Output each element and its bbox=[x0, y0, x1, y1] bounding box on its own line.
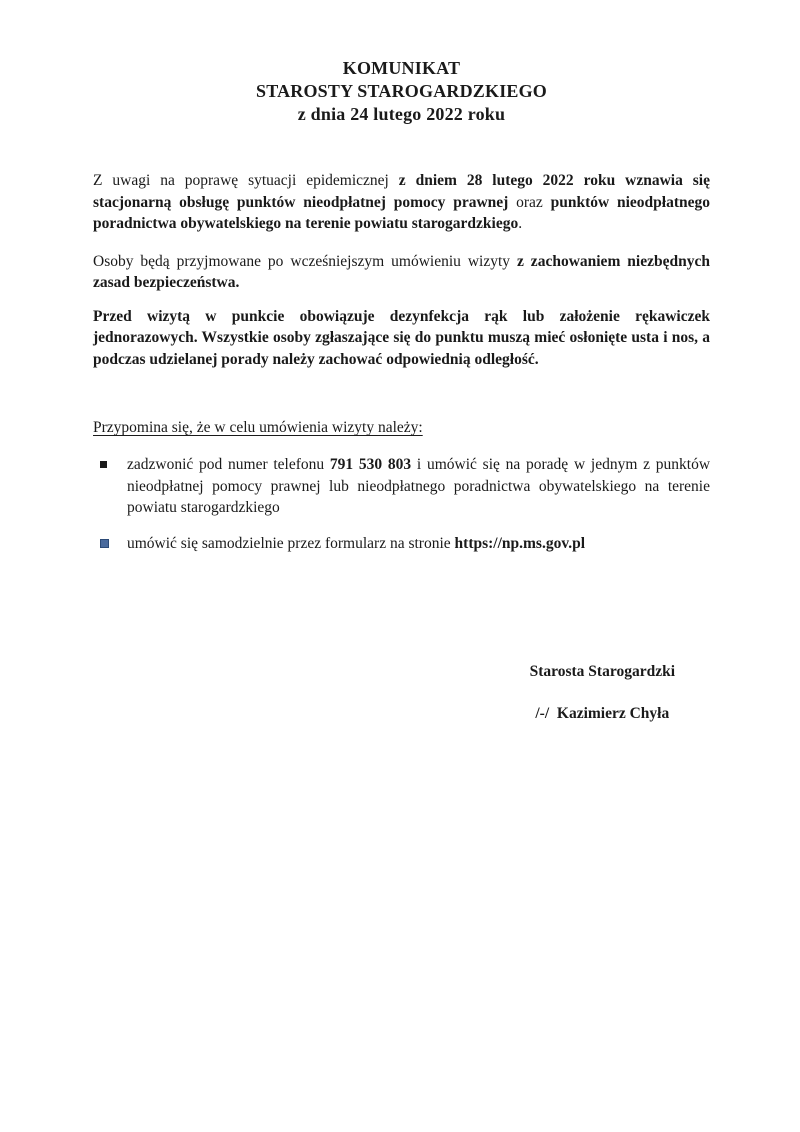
reminder-heading-text: Przypomina się, że w celu umówienia wizyty należy: bbox=[93, 419, 423, 436]
text-segment-bold: Przed wizytą w punkcie obowiązuje dezynfekcja rąk lub założenie rękawiczek jednorazowych. Wszystkie osoby zgłaszające się do punktu muszą mieć osłonięte usta i nos, a podczas udzielanej porady należy zachować odpowiednią odległość. bbox=[93, 307, 710, 368]
text-segment: oraz bbox=[508, 193, 551, 211]
paragraph-epidemic-resumption bbox=[93, 170, 710, 235]
text-segment-bold: z dniem 28 lutego 2022 roku wznawia się stacjonarną obsługę punktów nieodpłatnej pomocy prawnej bbox=[93, 172, 710, 211]
square-bullet-icon bbox=[100, 461, 107, 468]
text-segment: Z uwagi na poprawę sytuacji epidemicznej bbox=[93, 172, 399, 189]
list-item-phone bbox=[93, 454, 710, 519]
title-line-komunikat: KOMUNIKAT bbox=[342, 58, 461, 78]
signature-name: /-/ Kazimierz Chyła bbox=[535, 704, 670, 722]
np-ms-gov-link[interactable]: https://np.ms.gov.pl bbox=[454, 534, 586, 552]
title-line-starosty: STAROSTY STAROGARDZKIEGO bbox=[255, 81, 548, 101]
text-segment: Osoby będą przyjmowane po wcześniejszym umówieniu wizyty bbox=[93, 252, 517, 270]
square-bullet-icon bbox=[100, 539, 109, 548]
document-title bbox=[93, 57, 710, 126]
text-segment-bold: z zachowaniem niezbędnych zasad bezpieczeństwa. bbox=[93, 252, 710, 291]
text-segment-bold: punktów nieodpłatnego poradnictwa obywatelskiego na terenie powiatu starogardzkiego bbox=[93, 193, 710, 232]
paragraph-appointment-rules bbox=[93, 251, 710, 294]
list-item-online-form bbox=[93, 533, 710, 555]
text-segment: i umówić się na poradę w jednym z punktów nieodpłatnej pomocy prawnej lub nieodpłatnego poradnictwa obywatelskiego na terenie powiatu starogardzkiego bbox=[127, 456, 711, 516]
text-segment: zadzwonić pod numer telefonu bbox=[127, 456, 330, 473]
signature-role: Starosta Starogardzki bbox=[529, 663, 675, 680]
signature-block bbox=[530, 661, 675, 724]
phone-number: 791 530 803 bbox=[329, 456, 412, 473]
reminder-heading bbox=[93, 417, 710, 439]
appointment-options-list bbox=[93, 454, 710, 554]
title-line-date: z dnia 24 lutego 2022 roku bbox=[297, 104, 506, 124]
text-segment: umówić się samodzielnie przez formularz na stronie bbox=[127, 534, 455, 552]
paragraph-safety-requirements bbox=[93, 306, 710, 371]
text-segment: . bbox=[518, 215, 523, 232]
